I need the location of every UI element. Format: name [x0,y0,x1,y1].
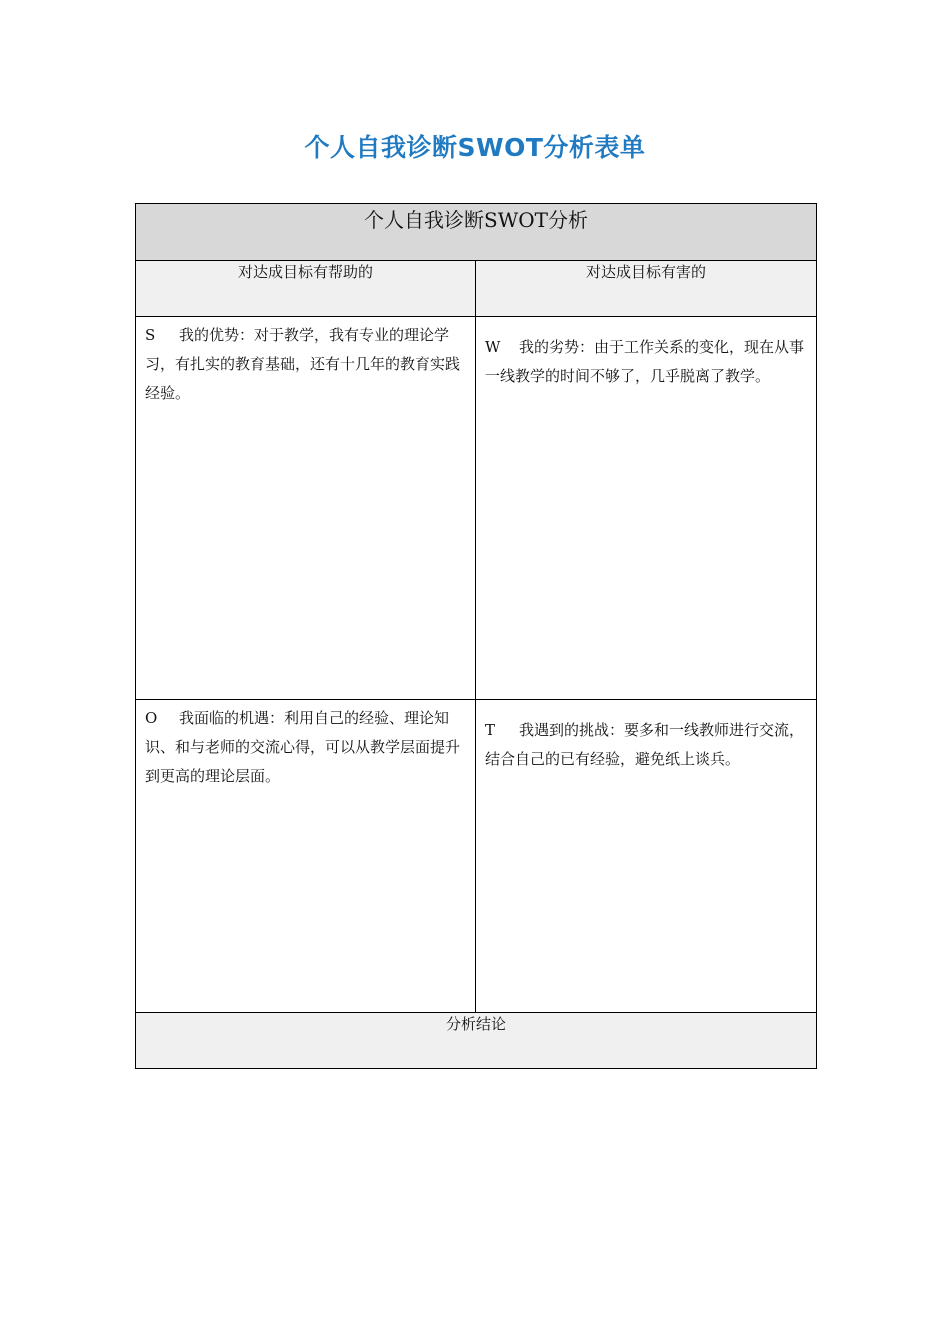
strengths-text: 我的优势：对于教学，我有专业的理论学习，有扎实的教育基础，还有十几年的教育实践经验。 [145,326,461,402]
column-header-row [136,261,817,317]
threats-cell [476,700,817,1013]
opportunities-cell [136,700,476,1013]
internal-factors-row [136,317,817,700]
conclusion-label: 分析结论 [136,1013,817,1069]
strengths-cell [136,317,476,700]
weaknesses-text: 我的劣势：由于工作关系的变化，现在从事一线教学的时间不够了，几乎脱离了教学。 [485,338,805,385]
conclusion-row [136,1013,817,1069]
weaknesses-cell [476,317,817,700]
threats-text: 我遇到的挑战：要多和一线教师进行交流，结合自己的已有经验，避免纸上谈兵。 [485,721,805,768]
opportunities-text: 我面临的机遇：利用自己的经验、理论知识、和与老师的交流心得，可以从教学层面提升到更高的理论层面。 [145,709,461,785]
external-factors-row [136,700,817,1013]
threats-letter: T [485,721,496,739]
swot-table [135,203,817,1069]
table-header-row [136,204,817,261]
harmful-column-header: 对达成目标有害的 [476,261,817,317]
strengths-letter: S [145,326,156,344]
weaknesses-letter: W [485,338,501,356]
table-header: 个人自我诊断SWOT分析 [136,204,817,261]
opportunities-letter: O [145,709,158,727]
helpful-column-header: 对达成目标有帮助的 [136,261,476,317]
document-title: 个人自我诊断SWOT分析表单 [304,133,646,162]
